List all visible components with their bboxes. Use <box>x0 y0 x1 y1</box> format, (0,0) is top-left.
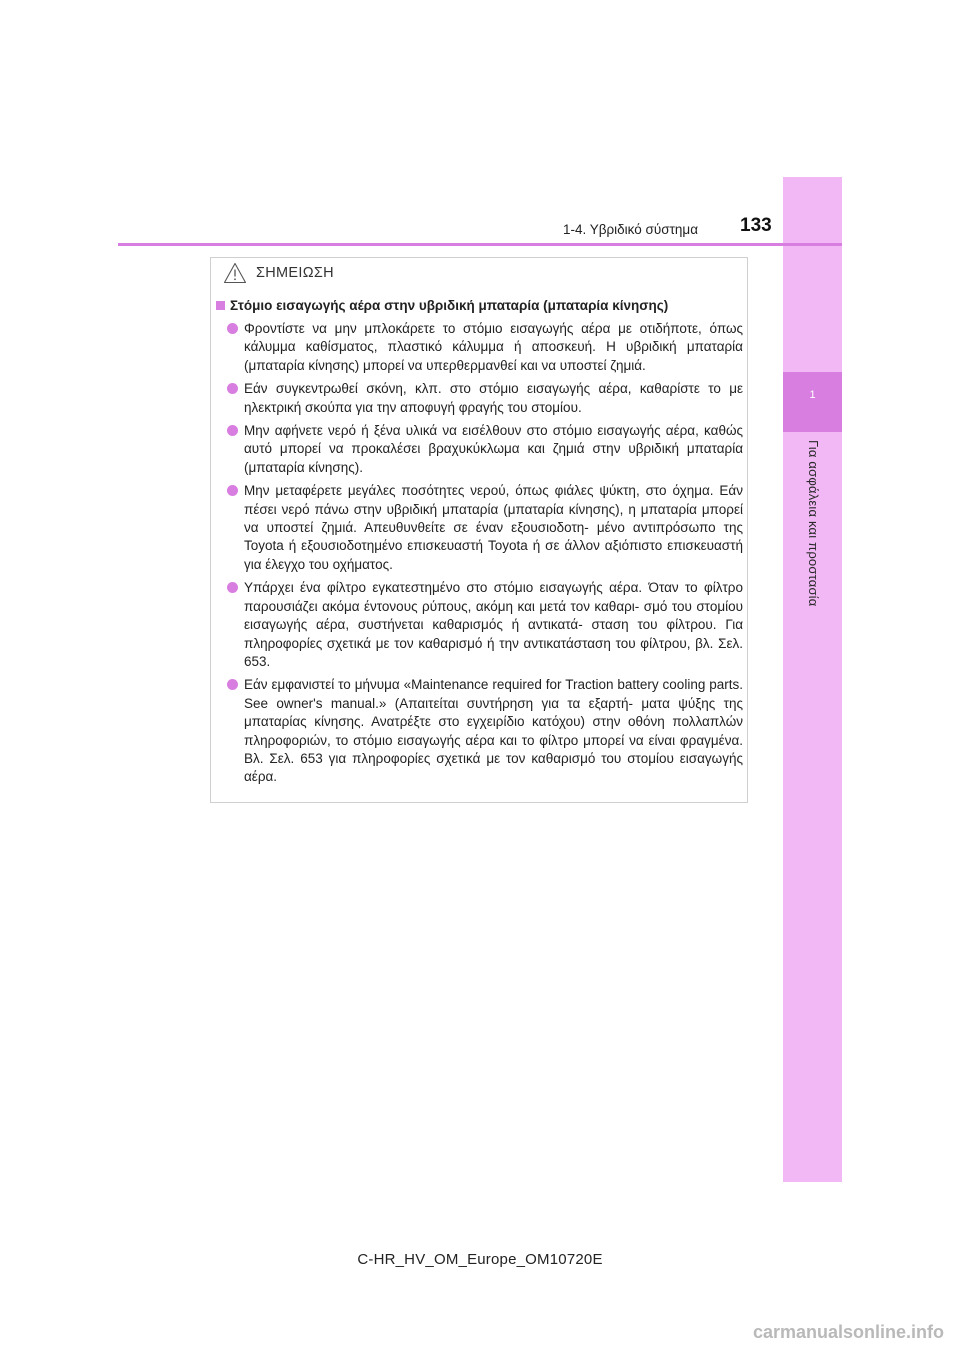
list-item <box>227 482 743 574</box>
chapter-number: 1 <box>809 389 816 401</box>
list-item <box>227 579 743 671</box>
list-item-text: Εάν εμφανιστεί το μήνυμα «Maintenance required for Traction battery cooling parts. See owner's manual.» (Απαιτείται συντήρηση για τα εξαρτή- ματα ψύξης της μπαταρίας κίνησης. Ανατρέξτε στο εγχειρίδιο κατόχου) στην οθόνη πολλαπλών πληροφοριών, το στόμιο εισαγωγής αέρα και το φίλτρο μπορεί να είναι φραγμένα. Βλ. Σελ. 653 για πληροφορίες σχετικά με τον καθαρισμό του στομίου εισαγωγής αέρα. <box>244 677 743 785</box>
chapter-title: Για ασφάλεια και προστασία <box>806 440 821 607</box>
section-title: 1-4. Υβριδικό σύστημα <box>562 222 698 237</box>
page-number: 133 <box>740 215 772 236</box>
list-item <box>227 320 743 375</box>
chapter-side-tab <box>783 177 842 1182</box>
bullet-icon <box>227 383 238 394</box>
list-item-text: Υπάρχει ένα φίλτρο εγκατεστημένο στο στόμιο εισαγωγής αέρα. Όταν το φίλτρο παρουσιάζει ακόμα έντονους ρύπους, ακόμη και μετά τον καθαρι- σμό του στομίου εισαγωγής αέρα, συστήνεται καθαρισμός ή αντικατά- σταση του φίλτρου. Για πληροφορίες σχετικά με τον καθαρισμό ή την αντικατάσταση του φίλτρου, βλ. Σελ. 653. <box>244 580 743 669</box>
chapter-tab-marker <box>783 372 842 432</box>
bullet-icon <box>227 323 238 334</box>
warning-triangle-icon <box>223 262 247 284</box>
notice-box <box>210 257 748 803</box>
section-heading <box>216 298 741 313</box>
notice-header <box>223 260 334 286</box>
list-item-text: Εάν συγκεντρωθεί σκόνη, κλπ. στο στόμιο εισαγωγής αέρα, καθαρίστε το με ηλεκτρική σκούπα για την αποφυγή φραγής του στομίου. <box>244 381 743 415</box>
list-item <box>227 380 743 417</box>
bullet-icon <box>227 679 238 690</box>
square-bullet-icon <box>216 301 225 310</box>
bullet-icon <box>227 582 238 593</box>
site-watermark: carmanualsonline.info <box>752 1322 944 1342</box>
bullet-icon <box>227 485 238 496</box>
list-item <box>227 422 743 477</box>
header-divider <box>118 243 842 246</box>
notice-list <box>227 320 743 792</box>
list-item <box>227 676 743 786</box>
list-item-text: Μην μεταφέρετε μεγάλες ποσότητες νερού, όπως φιάλες ψύκτη, στο όχημα. Εάν πέσει νερό πάνω στην υβριδική μπαταρία (μπαταρία κίνησης), η μπαταρία μπορεί να υποστεί ζημιά. Απευθυνθείτε σε έναν εξουσιοδοτη- μένο αντιπρόσωπο της Toyota ή εξουσιοδοτημένο επισκευαστή Toyota ή σε άλλον αξιόπιστο επισκευαστή για έλεγχο του οχήματος. <box>244 483 743 572</box>
notice-title: ΣΗΜΕΙΩΣΗ <box>256 265 334 281</box>
bullet-icon <box>227 425 238 436</box>
section-heading-text: Στόμιο εισαγωγής αέρα στην υβριδική μπαταρία (μπαταρία κίνησης) <box>230 298 669 313</box>
document-id: C-HR_HV_OM_Europe_OM10720E <box>357 1251 603 1268</box>
list-item-text: Φροντίστε να μην μπλοκάρετε το στόμιο εισαγωγής αέρα με οτιδήποτε, όπως κάλυμμα καθίσματος, πλαστικό κάλυμμα ή αποσκευή. Η υβριδική μπαταρία (μπαταρία κίνησης) μπορεί να υπερθερμανθεί και να υποστεί ζημιά. <box>244 321 743 373</box>
list-item-text: Μην αφήνετε νερό ή ξένα υλικά να εισέλθουν στο στόμιο εισαγωγής αέρα, καθώς αυτό μπορεί να προκαλέσει βραχυκύκλωμα και ζημιά στην υβριδική μπαταρία (μπαταρία κίνησης). <box>244 423 743 475</box>
